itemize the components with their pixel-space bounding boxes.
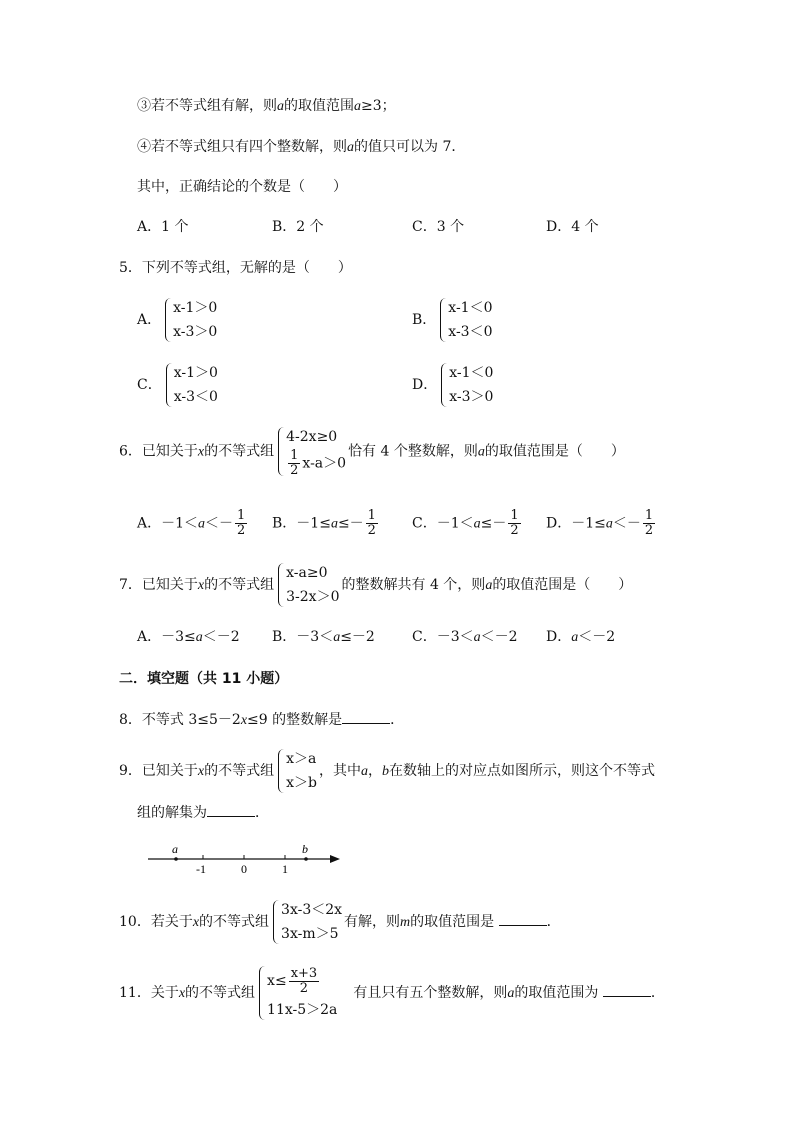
system-row: x-3＜0 (448, 324, 493, 340)
system-row-rest: x-a＞0 (302, 455, 347, 472)
q4-option-c: C．3 个 (412, 219, 465, 235)
system-row: x-1＞0 (173, 365, 218, 381)
q11-end: ． (650, 985, 665, 1001)
q10-post2: 的取值范围是 (410, 914, 495, 930)
q4-s3-text-c: ≥3； (361, 98, 396, 114)
var-a: a (473, 630, 481, 645)
q9-comma: ， (368, 763, 382, 779)
var-x: x (197, 578, 205, 593)
q11-post2: 的取值范围为 (514, 985, 599, 1001)
inequality-system (276, 425, 346, 478)
q5-option-b (412, 296, 495, 344)
var-a: a (195, 630, 203, 645)
option-relation: ＜－ (612, 515, 641, 532)
inequality-system (164, 361, 218, 409)
q4-s3-text: ③若不等式组有解，则 (137, 98, 277, 114)
var-a: a (473, 516, 481, 532)
fraction (366, 509, 378, 538)
fraction (288, 449, 300, 478)
q4-ask: 其中，正确结论的个数是（ ） (137, 179, 347, 195)
answer-blank[interactable] (499, 911, 547, 926)
var-x: x (197, 764, 205, 779)
option-label: A．－1＜ (137, 515, 199, 532)
answer-blank[interactable] (342, 709, 390, 724)
option-label: C．－1＜ (412, 515, 474, 532)
q4-option-a: A．1 个 (137, 219, 189, 235)
option-label: D．－1≤ (546, 515, 606, 532)
inequality-system (276, 561, 339, 609)
system-row: 3x-3＜2x (281, 902, 343, 918)
option-label: A．－3≤ (137, 629, 196, 645)
q6-option-d (546, 509, 657, 538)
inequality-system (271, 898, 342, 946)
q6-pre: 6．已知关于 (119, 443, 198, 460)
q4-s4-text: ④若不等式组只有四个整数解，则 (137, 139, 347, 155)
q6-option-b (272, 509, 380, 538)
q9-end: ． (255, 805, 269, 821)
fraction-denominator: 2 (510, 523, 519, 538)
q5-b-label: B． (412, 312, 437, 328)
fraction (289, 967, 320, 996)
q11-stem (119, 964, 665, 1022)
system-row-left: x≤ (267, 973, 287, 989)
system-row: 3-2x＞0 (286, 589, 340, 605)
var-a: a (333, 630, 341, 645)
q11-pre: 11．关于 (119, 985, 179, 1001)
system-row: 4-2x≥0 (286, 429, 338, 445)
q8-stem (119, 709, 404, 731)
q7-stem (119, 561, 632, 609)
q7-post: 的整数解共有 4 个，则 (341, 577, 486, 593)
q9-pre: 9．已知关于 (119, 763, 198, 779)
q4-s3-text-b: 的取值范围 (284, 98, 354, 114)
q6-mid: 的不等式组 (204, 443, 275, 460)
tick-label: -1 (196, 862, 206, 876)
option-label: B．－1≤ (272, 515, 331, 532)
q10-end: ． (546, 914, 561, 930)
inequality-system (438, 296, 492, 344)
q11-mid: 的不等式组 (185, 985, 256, 1001)
option-relation: ＜－2 (480, 629, 518, 645)
fraction-numerator: 1 (367, 508, 376, 523)
var-x: x (197, 444, 205, 460)
q9-post2: 在数轴上的对应点如图所示，则这个不等式 (389, 763, 655, 779)
q5-a-label: A． (137, 312, 162, 328)
q7-post2: 的取值范围是（ ） (492, 577, 633, 593)
var-b: b (382, 764, 389, 779)
system-row: x-1＜0 (449, 365, 494, 381)
fraction (235, 509, 247, 538)
q7-option-d (546, 627, 615, 648)
fraction (643, 509, 655, 538)
q9-stem (119, 747, 655, 795)
option-label: B．－3＜ (272, 629, 334, 645)
fraction-denominator: 2 (290, 463, 299, 478)
var-x: x (240, 713, 248, 728)
q7-option-b (272, 627, 375, 648)
fraction-numerator: 1 (237, 508, 246, 523)
q7-option-c (412, 627, 518, 648)
q4-option-d: D．4 个 (546, 219, 599, 235)
fraction-numerator: 1 (510, 508, 519, 523)
q5-option-d (412, 361, 495, 409)
system-row: x-1＞0 (173, 300, 218, 316)
system-row (267, 964, 337, 998)
q4-option-b: B．2 个 (272, 219, 324, 235)
q10-post: 有解，则 (344, 914, 401, 930)
option-relation: ≤－ (480, 515, 507, 532)
var-m: m (400, 915, 411, 930)
q6-post2: 的取值范围是（ ） (484, 443, 625, 460)
option-relation: ＜－2 (578, 629, 616, 645)
q5-d-label: D． (412, 377, 438, 393)
q10-stem (119, 898, 561, 946)
fraction-numerator: 1 (644, 508, 654, 523)
answer-blank[interactable] (207, 802, 255, 817)
q7-mid: 的不等式组 (204, 577, 275, 593)
q11-post: 有且只有五个整数解，则 (353, 985, 508, 1001)
system-row: x-3＞0 (173, 324, 218, 340)
q6-option-c (412, 509, 523, 538)
q4-statement-4 (137, 137, 465, 158)
inequality-system (257, 964, 337, 1022)
option-relation: ＜－2 (202, 629, 240, 645)
point-b (304, 857, 308, 861)
var-a: a (485, 578, 493, 593)
var-a: a (477, 444, 485, 460)
number-line (140, 840, 350, 880)
inequality-system (439, 361, 493, 409)
option-relation: ＜－ (205, 515, 234, 532)
axis-arrow-icon (330, 855, 340, 863)
fraction-numerator: 1 (290, 448, 299, 463)
fraction-denominator: 2 (367, 523, 376, 538)
var-x: x (192, 915, 200, 930)
system-row: x-3＞0 (449, 389, 494, 405)
point-a-label: a (172, 842, 178, 856)
q10-mid: 的不等式组 (199, 914, 270, 930)
var-a: a (198, 516, 206, 532)
q5-c-label: C． (137, 377, 162, 393)
q5-option-a (137, 296, 219, 344)
q8-post: ≤9 的整数解是 (247, 712, 343, 728)
tick-label: 1 (282, 862, 288, 876)
q9-mid: 的不等式组 (204, 763, 275, 779)
system-row: x-1＜0 (448, 300, 493, 316)
q6-stem (119, 425, 625, 478)
q4-statement-3 (137, 96, 396, 117)
fraction-denominator: 2 (299, 980, 309, 996)
tick-label: 0 (241, 862, 247, 876)
fraction-denominator: 2 (644, 523, 654, 538)
option-relation: ≤－ (337, 515, 364, 532)
q9-line2-text: 组的解集为 (137, 805, 207, 821)
fraction (508, 509, 520, 538)
inequality-system (276, 747, 317, 795)
system-row: x-a≥0 (286, 565, 328, 581)
var-a: a (571, 630, 579, 645)
var-a: a (330, 516, 338, 532)
fraction-numerator: x+3 (290, 965, 318, 981)
var-a: a (354, 99, 361, 114)
var-a: a (507, 986, 515, 1001)
q6-post: 恰有 4 个整数解，则 (348, 443, 478, 460)
q10-pre: 10．若关于 (119, 914, 193, 930)
q6-option-a (137, 509, 249, 538)
q8-end: ． (390, 712, 405, 728)
q8-pre: 8．不等式 3≤5－2 (119, 712, 241, 728)
point-a (174, 857, 178, 861)
var-a: a (605, 516, 613, 532)
system-row: 3x-m＞5 (281, 926, 339, 942)
q5-option-c (137, 361, 220, 409)
q4-s4-text-b: 的值只可以为 7． (354, 139, 466, 155)
var-a: a (347, 140, 354, 155)
answer-blank[interactable] (603, 982, 651, 997)
inequality-system (163, 296, 217, 344)
var-a: a (277, 99, 284, 114)
q7-pre: 7．已知关于 (119, 577, 198, 593)
q9-post: ，其中 (319, 763, 361, 779)
var-a: a (361, 764, 368, 779)
option-relation: ≤－2 (340, 629, 375, 645)
system-row (286, 449, 346, 478)
q5-stem: 5．下列不等式组，无解的是（ ） (119, 260, 352, 276)
system-row: x＞a (286, 751, 317, 767)
option-label: C．－3＜ (412, 629, 474, 645)
q9-line2 (137, 802, 269, 823)
system-row: x-3＜0 (173, 389, 218, 405)
section-heading: 二．填空题（共 11 小题） (119, 671, 289, 687)
system-row: x＞b (286, 775, 317, 791)
var-x: x (178, 986, 186, 1001)
system-row: 11x-5＞2a (267, 1002, 338, 1018)
q7-option-a (137, 627, 240, 648)
fraction-denominator: 2 (237, 523, 246, 538)
point-b-label: b (302, 842, 308, 856)
option-label: D． (546, 629, 572, 645)
